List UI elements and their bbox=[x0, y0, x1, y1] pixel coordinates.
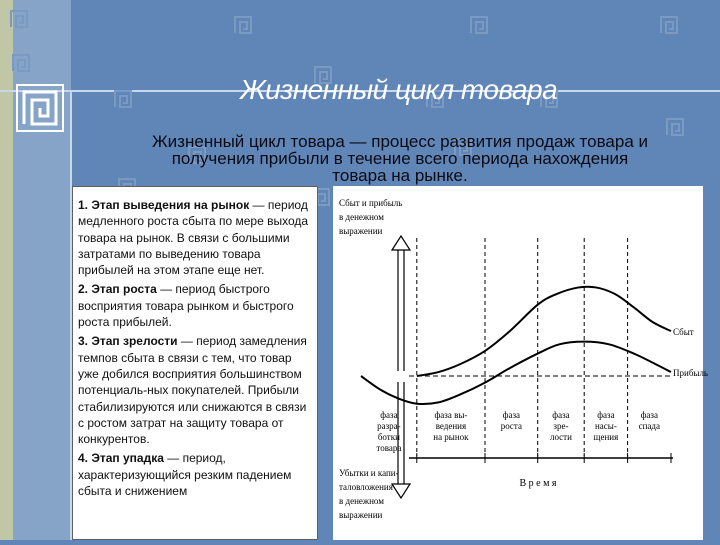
stage-paragraph bbox=[78, 333, 313, 447]
phase-label: ботки bbox=[377, 432, 400, 442]
stages-textbox bbox=[72, 186, 318, 540]
key-pattern-icon bbox=[13, 55, 29, 71]
key-pattern-icon bbox=[115, 91, 131, 107]
stage-text: — период медленного роста сбыта по мере выхода товара на рынок. В связи с большими затратами по выведению товара прибылей на этом этапе еще нет. bbox=[78, 198, 309, 278]
series-line-sales bbox=[417, 287, 671, 376]
stage-name: 3. Этап зрелости bbox=[78, 334, 178, 349]
phase-label: товара bbox=[376, 443, 402, 453]
phase-label: фаза bbox=[640, 410, 658, 420]
phase-label: разра- bbox=[377, 421, 401, 431]
y-axis-label-top: в денежном bbox=[339, 212, 384, 222]
series-label: Прибыль bbox=[673, 368, 709, 379]
phase-label: роста bbox=[500, 421, 522, 431]
stage-text: — период замедления темпов сбыта в связи с тем, что товар уже добился восприятия большинством потенциаль-ных покупателей. Прибыли стабилизируются или снижаются в связи с ростом затрат на защиту товара от конкурентов. bbox=[78, 334, 307, 447]
stage-paragraph bbox=[78, 197, 313, 278]
phase-label: фаза вы- bbox=[434, 410, 468, 420]
stage-name: 1. Этап выведения на рынок bbox=[78, 198, 250, 212]
stage-text: — период быстрого восприятия товара рынком и быстрого роста прибылей. bbox=[78, 282, 294, 330]
series-label: Сбыт bbox=[673, 327, 694, 338]
slide-title: Жизненный цикл товара bbox=[240, 74, 558, 105]
stage-paragraph bbox=[78, 281, 313, 330]
y-axis-label-top: выражении bbox=[339, 226, 383, 236]
intro-line: Жизненный цикл товара — процесс развития продаж товара и bbox=[151, 132, 649, 151]
phase-label: фаза bbox=[502, 410, 521, 420]
y-axis-label-bottom: в денежном bbox=[339, 496, 384, 506]
series-line-profit bbox=[361, 342, 671, 404]
arrow-up-icon bbox=[392, 236, 410, 250]
key-pattern-icon bbox=[471, 17, 487, 33]
key-pattern-icon bbox=[661, 17, 677, 33]
phase-label: зре- bbox=[553, 421, 569, 431]
phase-label: фаза bbox=[380, 410, 398, 420]
stage-paragraph bbox=[78, 450, 313, 499]
intro-line: получения прибыли в течение всего периода нахождения bbox=[171, 149, 629, 168]
y-axis-label-bottom: таловложения bbox=[339, 482, 393, 492]
phase-label: фаза bbox=[552, 410, 570, 420]
lifecycle-chart bbox=[333, 186, 709, 540]
phase-label: щения bbox=[593, 432, 619, 442]
arrow-down-icon bbox=[392, 484, 410, 498]
y-axis-label-bottom: Убытки и капи- bbox=[339, 468, 399, 478]
key-pattern-icon bbox=[11, 11, 27, 27]
stage-name: 4. Этап упадка bbox=[78, 451, 164, 466]
key-pattern-icon bbox=[235, 17, 251, 33]
y-axis-label-bottom: выражении bbox=[339, 510, 383, 520]
phase-label: на рынок bbox=[433, 432, 469, 442]
phase-label: спада bbox=[638, 421, 660, 431]
phase-label: фаза bbox=[597, 410, 615, 420]
intro-text bbox=[100, 133, 700, 184]
x-axis-title: В р е м я bbox=[519, 478, 557, 489]
phase-label: ведения bbox=[435, 421, 467, 431]
stage-text: — период, характеризующийся резким падением сбыта и снижением bbox=[78, 451, 292, 499]
phase-label: лости bbox=[549, 432, 572, 442]
lifecycle-chart-svg bbox=[333, 186, 709, 540]
phase-label: насы- bbox=[594, 421, 617, 431]
y-axis-label-top: Сбыт и прибыль bbox=[339, 198, 403, 208]
stage-name: 2. Этап роста bbox=[78, 282, 157, 297]
intro-line: товара на рынке. bbox=[332, 166, 468, 185]
